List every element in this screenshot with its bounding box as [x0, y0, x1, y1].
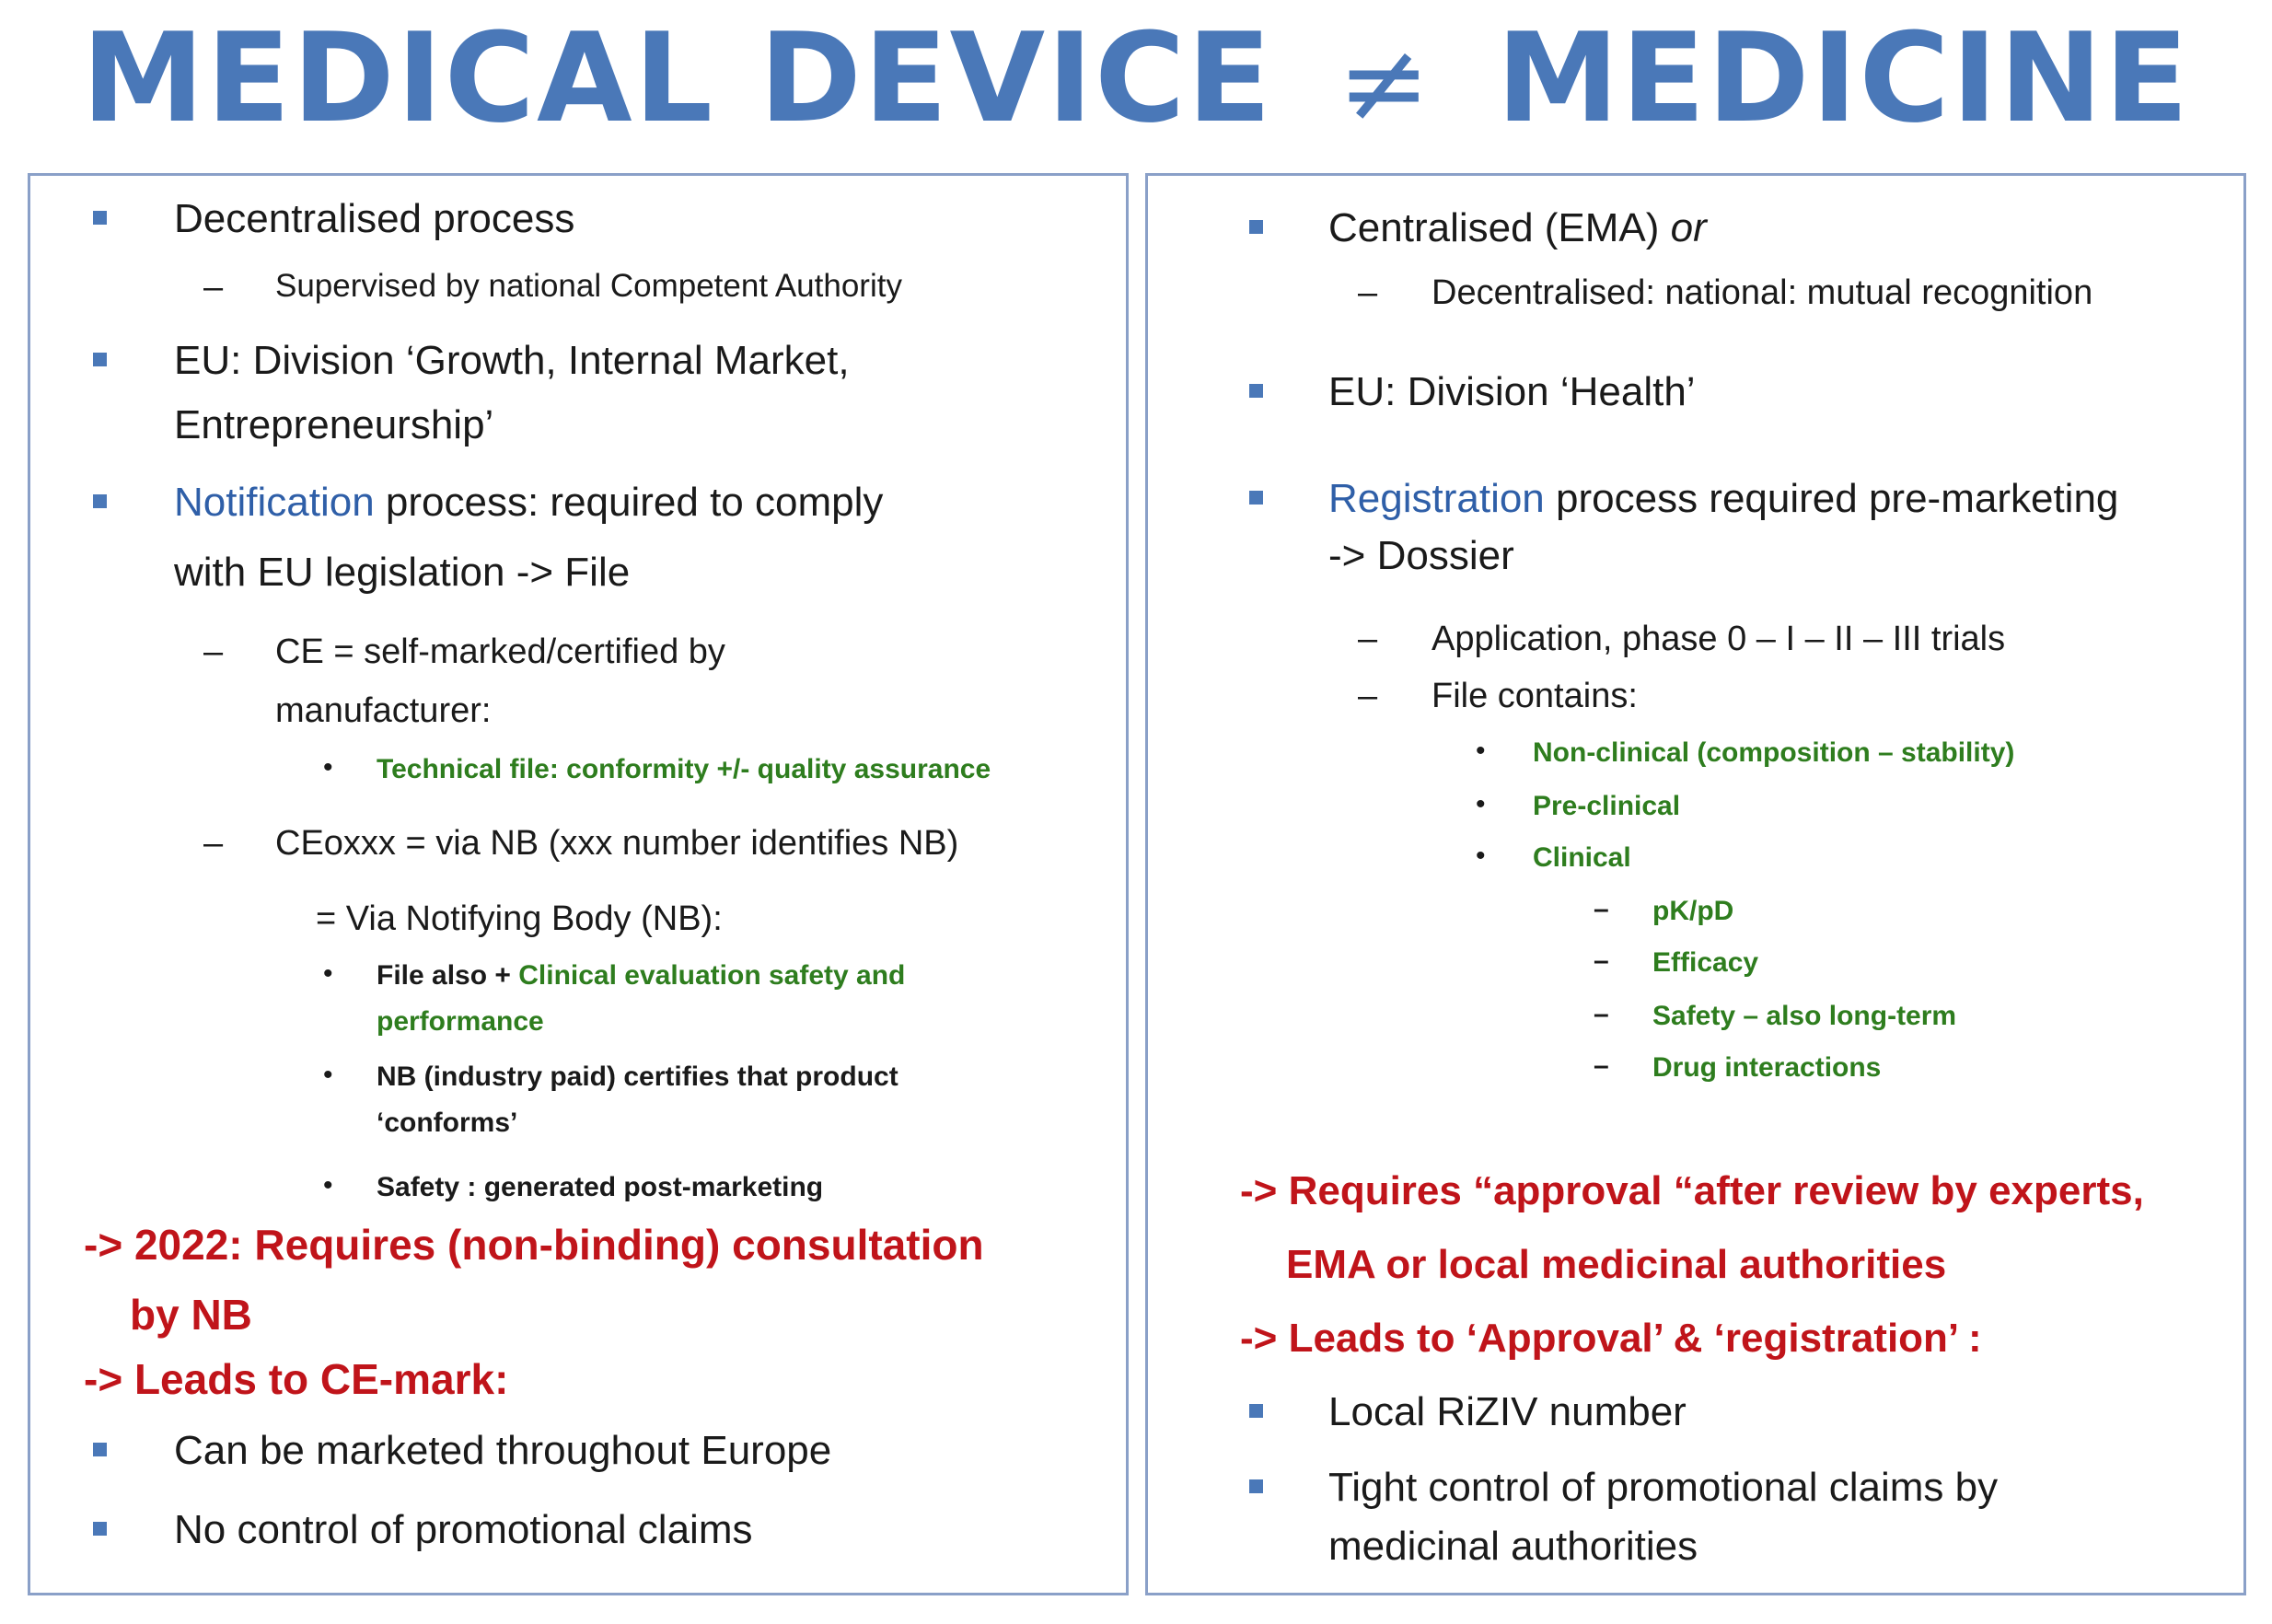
- dot-bullet-icon: •: [323, 958, 333, 989]
- left-red-2022-line2: by NB: [130, 1291, 252, 1339]
- nb-file-prefix: File also +: [377, 960, 519, 991]
- title-right: MEDICINE: [1496, 6, 2191, 150]
- dash-bullet-icon: –: [203, 824, 224, 863]
- left-via-notifying-body: = Via Notifying Body (NB):: [316, 899, 723, 938]
- dash-bullet-icon: –: [203, 632, 224, 671]
- dash-bullet-icon: –: [1358, 273, 1378, 312]
- right-clinical: Clinical: [1533, 842, 1631, 873]
- dash-bullet-icon: –: [203, 268, 224, 307]
- left-red-2022-line1: -> 2022: Requires (non-binding) consultation: [84, 1221, 984, 1269]
- square-bullet-icon: [1249, 491, 1263, 505]
- left-ce-line1: CE = self-marked/certified by: [275, 632, 725, 671]
- left-technical-file: Technical file: conformity +/- quality assurance: [377, 754, 991, 784]
- left-nb-file-line2: performance: [377, 1006, 544, 1037]
- dot-bullet-icon: •: [323, 1170, 333, 1201]
- square-bullet-icon: [93, 1443, 107, 1456]
- dot-bullet-icon: •: [1476, 841, 1486, 871]
- page-title: [0, 6, 2272, 150]
- left-bullet-eu-division-line1: EU: Division ‘Growth, Internal Market,: [174, 338, 850, 383]
- dot-bullet-icon: •: [1476, 736, 1486, 766]
- centralised-text: Centralised (EMA): [1328, 205, 1671, 250]
- square-bullet-icon: [93, 1522, 107, 1536]
- left-bullet-no-control: No control of promotional claims: [174, 1507, 753, 1552]
- square-bullet-icon: [1249, 1404, 1263, 1418]
- left-ceoxxx: CEoxxx = via NB (xxx number identifies NB): [275, 824, 959, 863]
- square-bullet-icon: [1249, 384, 1263, 398]
- dot-bullet-icon: •: [323, 1060, 333, 1090]
- dash-bullet-icon: –: [1594, 945, 1609, 976]
- registration-rest: process required pre-marketing: [1544, 476, 2119, 521]
- right-pre-clinical: Pre-clinical: [1533, 791, 1681, 821]
- dash-bullet-icon: –: [1594, 999, 1609, 1029]
- dot-bullet-icon: •: [1476, 789, 1486, 819]
- dash-bullet-icon: –: [1358, 620, 1378, 658]
- left-ce-line2: manufacturer:: [275, 691, 492, 730]
- nb-clinical-evaluation: Clinical evaluation safety and: [518, 960, 906, 991]
- dash-bullet-icon: –: [1358, 677, 1378, 715]
- right-bullet-eu-health: EU: Division ‘Health’: [1328, 369, 1696, 414]
- left-nb-file-line1: [377, 960, 905, 992]
- left-nb-certifies-line2: ‘conforms’: [377, 1108, 518, 1138]
- right-sub-decentralised: Decentralised: national: mutual recognition: [1432, 273, 2093, 312]
- right-red-leads-to-approval: -> Leads to ‘Approval’ & ‘registration’ :: [1240, 1316, 1982, 1361]
- left-sub-supervised: Supervised by national Competent Authority: [275, 268, 902, 304]
- title-left: MEDICAL DEVICE: [81, 6, 1273, 150]
- right-efficacy: Efficacy: [1652, 947, 1759, 978]
- right-drug-interactions: Drug interactions: [1652, 1052, 1882, 1083]
- centralised-or: or: [1670, 205, 1707, 250]
- medicine-panel: [1145, 173, 2246, 1595]
- medical-device-panel: [28, 173, 1129, 1595]
- notification-highlight: Notification: [174, 480, 375, 525]
- right-bullet-centralised: [1328, 205, 1707, 251]
- notification-rest: process: required to comply: [374, 480, 884, 525]
- right-red-requires-line1: -> Requires “approval “after review by experts,: [1240, 1168, 2144, 1213]
- right-sub-file-contains: File contains:: [1432, 677, 1638, 715]
- square-bullet-icon: [93, 211, 107, 225]
- right-safety-long-term: Safety – also long-term: [1652, 1001, 1957, 1031]
- square-bullet-icon: [93, 494, 107, 508]
- right-bullet-registration-line1: [1328, 476, 2118, 522]
- right-sub-application: Application, phase 0 – I – II – III trials: [1432, 620, 2006, 658]
- left-bullet-notification-line2: with EU legislation -> File: [174, 550, 631, 595]
- right-bullet-riziv: Local RiZIV number: [1328, 1389, 1687, 1434]
- right-bullet-registration-line2: -> Dossier: [1328, 533, 1514, 578]
- right-bullet-tight-control-line1: Tight control of promotional claims by: [1328, 1465, 1999, 1510]
- right-bullet-tight-control-line2: medicinal authorities: [1328, 1524, 1698, 1569]
- square-bullet-icon: [1249, 1479, 1263, 1493]
- left-red-leads-to-ce: -> Leads to CE-mark:: [84, 1355, 509, 1403]
- left-bullet-marketed: Can be marketed throughout Europe: [174, 1428, 832, 1473]
- registration-highlight: Registration: [1328, 476, 1545, 521]
- dot-bullet-icon: •: [323, 752, 333, 783]
- not-equal-sign: ≠: [1337, 19, 1432, 147]
- left-bullet-decentralised: Decentralised process: [174, 196, 575, 241]
- left-safety-post-marketing: Safety : generated post-marketing: [377, 1172, 824, 1202]
- right-pk-pd: pK/pD: [1652, 896, 1734, 926]
- dash-bullet-icon: –: [1594, 894, 1609, 924]
- right-red-requires-line2: EMA or local medicinal authorities: [1286, 1242, 1947, 1287]
- left-bullet-notification-line1: [174, 480, 883, 526]
- square-bullet-icon: [1249, 220, 1263, 234]
- left-nb-certifies-line1: NB (industry paid) certifies that product: [377, 1061, 898, 1092]
- left-bullet-eu-division-line2: Entrepreneurship’: [174, 402, 494, 447]
- dash-bullet-icon: –: [1594, 1050, 1609, 1081]
- right-non-clinical: Non-clinical (composition – stability): [1533, 737, 2015, 768]
- square-bullet-icon: [93, 353, 107, 366]
